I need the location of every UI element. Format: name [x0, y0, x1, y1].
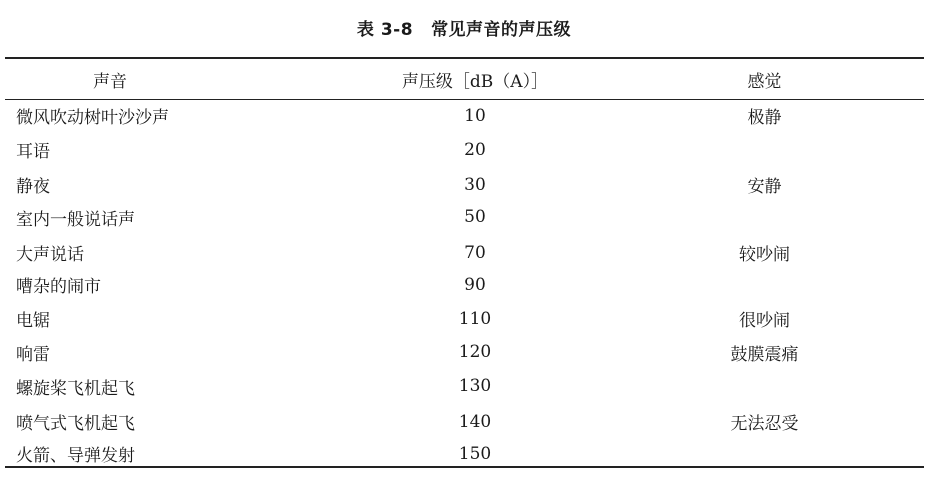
cell-feeling: 安静	[747, 177, 782, 198]
cell-spl: 70	[464, 242, 486, 263]
cell-spl: 20	[464, 139, 486, 160]
table-title: 常见声音的声压级	[431, 20, 572, 40]
cell-spl: 50	[464, 207, 486, 228]
cell-feeling	[605, 200, 924, 234]
table-row	[5, 268, 924, 302]
cell-sound: 室内一般说话声	[16, 209, 135, 230]
table-caption	[0, 18, 928, 42]
cell-feeling	[605, 437, 924, 471]
header-sound: 声音	[93, 71, 127, 92]
table-row	[5, 403, 924, 437]
table-row	[5, 234, 924, 268]
cell-feeling	[605, 133, 924, 167]
cell-spl: 10	[464, 105, 486, 126]
table-row	[5, 200, 924, 234]
cell-spl: 30	[464, 174, 486, 195]
header-spl: 声压级［dB（A）］	[401, 71, 549, 92]
sound-pressure-table	[5, 59, 924, 471]
cell-feeling	[605, 268, 924, 302]
table-header-row	[5, 59, 924, 99]
cell-spl: 140	[458, 411, 492, 432]
cell-spl: 110	[458, 308, 492, 329]
cell-sound: 嘈杂的闹市	[16, 277, 101, 298]
cell-sound: 响雷	[16, 344, 50, 365]
table-row	[5, 133, 924, 167]
cell-sound: 火箭、导弹发射	[16, 446, 135, 467]
table-row	[5, 336, 924, 370]
cell-feeling: 很吵闹	[739, 311, 790, 332]
cell-feeling: 鼓膜震痛	[730, 344, 799, 365]
cell-feeling	[605, 369, 924, 403]
cell-sound: 螺旋桨飞机起飞	[16, 378, 135, 399]
cell-sound: 电锯	[16, 311, 50, 332]
header-feeling: 感觉	[747, 71, 782, 92]
cell-sound: 喷气式飞机起飞	[16, 414, 135, 435]
table-row	[5, 302, 924, 336]
cell-feeling: 较吵闹	[739, 245, 790, 266]
cell-spl: 130	[458, 376, 492, 397]
cell-feeling: 无法忍受	[730, 414, 799, 435]
cell-sound: 耳语	[16, 142, 50, 163]
cell-sound: 微风吹动树叶沙沙声	[16, 108, 169, 129]
cell-feeling: 极静	[747, 108, 782, 129]
table-row	[5, 167, 924, 201]
table-row	[5, 99, 924, 133]
cell-sound: 静夜	[16, 177, 50, 198]
cell-spl: 150	[458, 443, 492, 464]
table-number: 表 3-8	[356, 20, 414, 40]
cell-sound: 大声说话	[16, 245, 84, 266]
cell-spl: 120	[458, 342, 492, 363]
table-row	[5, 369, 924, 403]
cell-spl: 90	[464, 274, 486, 295]
table-row	[5, 437, 924, 471]
